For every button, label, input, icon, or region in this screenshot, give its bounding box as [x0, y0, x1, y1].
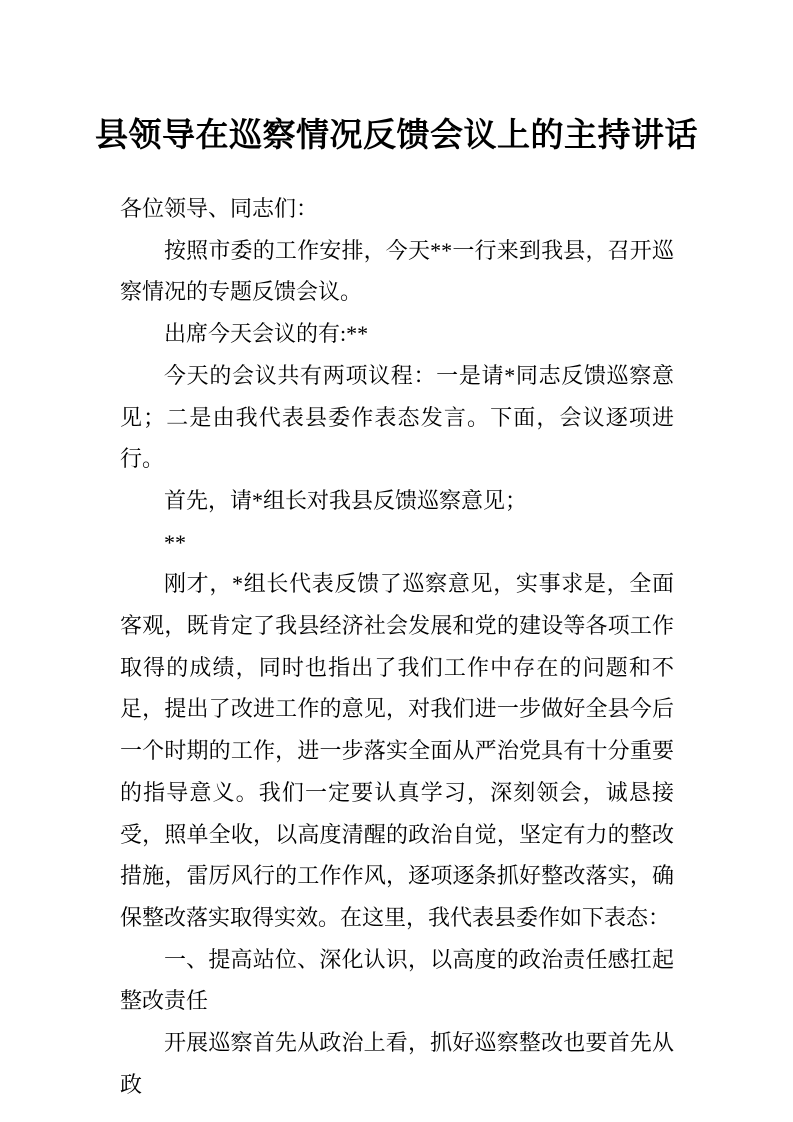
document-title: 县领导在巡察情况反馈会议上的主持讲话 — [95, 118, 698, 154]
paragraph: 按照市委的工作安排，今天**一行来到我县，召开巡察情况的专题反馈会议。 — [120, 237, 674, 305]
paragraph: 开展巡察首先从政治上看，抓好巡察整改也要首先从政 — [120, 1030, 674, 1097]
paragraph: 首先，请*组长对我县反馈巡察意见； — [164, 487, 528, 513]
paragraph: 今天的会议共有两项议程：一是请*同志反馈巡察意见；二是由我代表县委作表态发言。下面，会议逐项进行。 — [120, 362, 674, 472]
document-body — [120, 188, 674, 1105]
paragraph: 刚才，*组长代表反馈了巡察意见，实事求是，全面客观，既肯定了我县经济社会发展和党的建设等各项工作取得的成绩，同时也指出了我们工作中存在的问题和不足，提出了改进工作的意见，对我们进一步做好全县今后一个时期的工作，进一步落实全面从严治党具有十分重要的指导意义。我们一定要认真学习，深刻领会，诚恳接受，照单全收，以高度清醒的政治自觉，坚定有力的整改措施，雷厉风行的工作作风，逐项逐条抓好整改落实，确保整改落实取得实效。在这里，我代表县委作如下表态： — [120, 571, 674, 930]
paragraph: 各位领导、同志们： — [120, 196, 319, 221]
paragraph: 出席今天会议的有:** — [164, 321, 369, 347]
paragraph: ** — [164, 529, 186, 555]
paragraph: 一、提高站位、深化认识，以高度的政治责任感扛起整改责任 — [120, 946, 674, 1014]
